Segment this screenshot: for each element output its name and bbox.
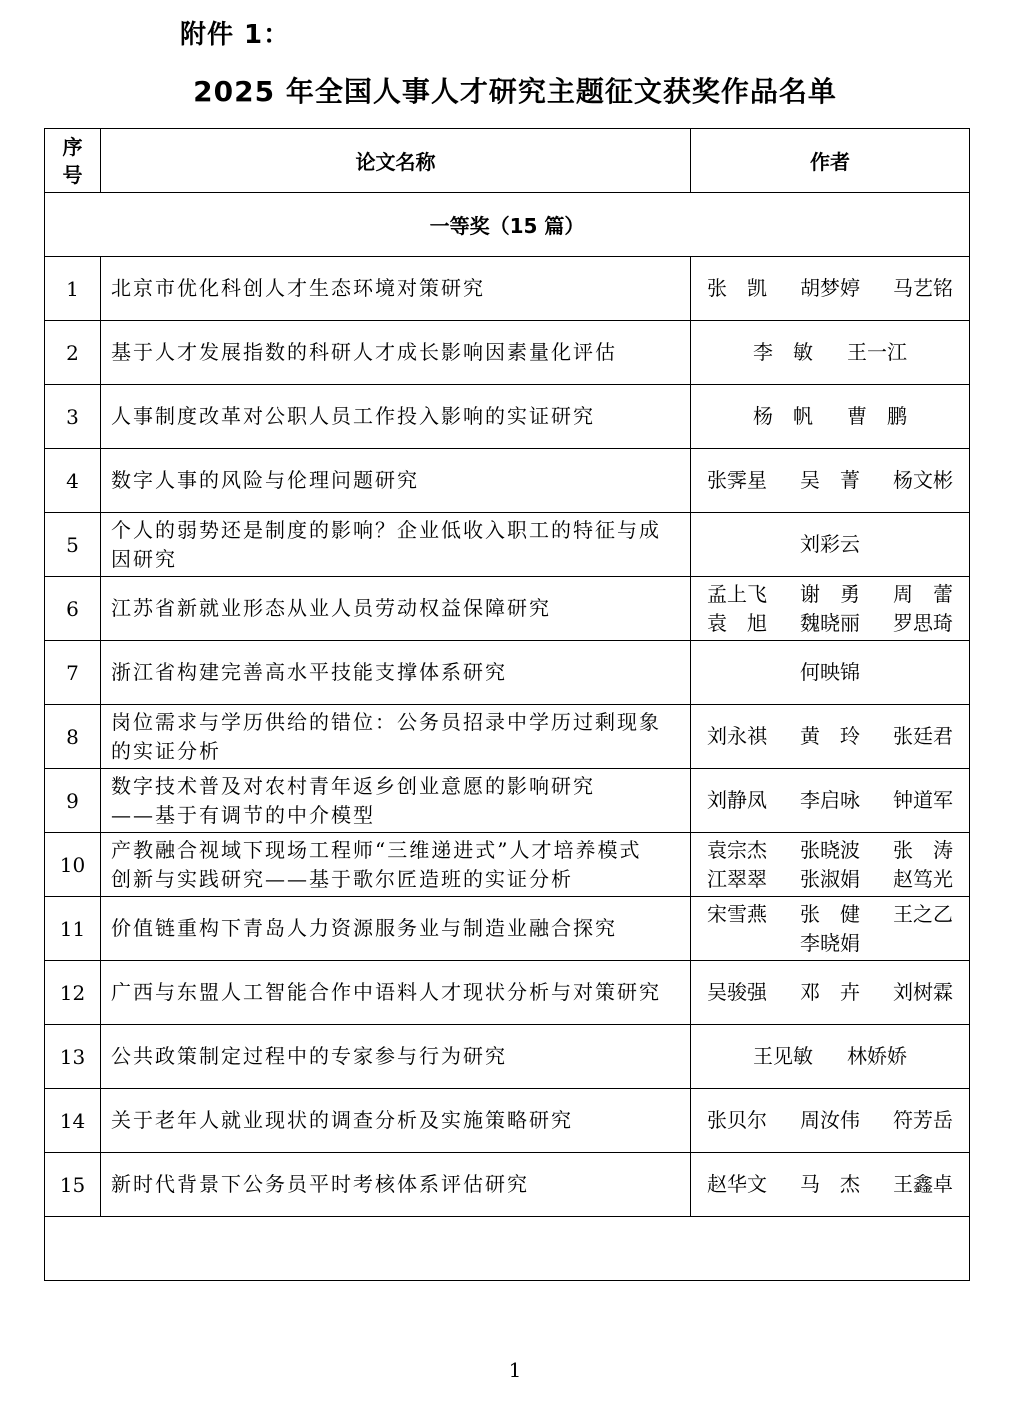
row-index: 1	[45, 257, 101, 321]
table-row	[45, 897, 970, 961]
paper-title	[101, 1025, 691, 1089]
table-row	[45, 1025, 970, 1089]
row-index: 14	[45, 1089, 101, 1153]
award-table	[44, 128, 970, 1281]
paper-title-line: 数字人事的风险与伦理问题研究	[111, 468, 419, 492]
author-name: 马艺铭	[893, 276, 953, 300]
paper-title-line: 北京市优化科创人才生态环境对策研究	[111, 276, 485, 300]
authors-cell	[691, 577, 970, 641]
author-name: 张 健	[800, 901, 860, 926]
row-index: 9	[45, 769, 101, 833]
row-index: 13	[45, 1025, 101, 1089]
paper-title-line: 浙江省构建完善高水平技能支撑体系研究	[111, 660, 507, 684]
authors-line	[707, 1170, 953, 1199]
header-index-char: 号	[62, 162, 83, 187]
paper-title-line: 数字技术普及对农村青年返乡创业意愿的影响研究	[111, 773, 595, 798]
authors-line	[707, 722, 953, 751]
paper-title-line: 价值链重构下青岛人力资源服务业与制造业融合探究	[111, 916, 617, 940]
author-name: 刘永祺	[707, 724, 767, 748]
section-label: 一等奖（15 篇）	[45, 193, 970, 257]
table-row	[45, 961, 970, 1025]
row-index: 7	[45, 641, 101, 705]
table-row	[45, 1153, 970, 1217]
row-index: 8	[45, 705, 101, 769]
paper-title-line: 的实证分析	[111, 738, 221, 763]
row-index: 11	[45, 897, 101, 961]
paper-title	[101, 833, 691, 897]
table-row	[45, 449, 970, 513]
empty-cell	[45, 1217, 970, 1281]
authors-cell	[691, 1025, 970, 1089]
author-name: 胡梦婷	[800, 276, 860, 300]
paper-title-line: 新时代背景下公务员平时考核体系评估研究	[111, 1172, 529, 1196]
author-name: 张淑娟	[800, 866, 860, 891]
author-name: 张晓波	[800, 837, 860, 862]
authors-line	[707, 466, 953, 495]
author-name: 吴骏强	[707, 980, 767, 1004]
authors-line	[707, 1042, 953, 1071]
author-name: 张 凯	[707, 276, 767, 300]
section-row	[45, 193, 970, 257]
author-name: 黄 玲	[800, 724, 860, 748]
paper-title-line: 江苏省新就业形态从业人员劳动权益保障研究	[111, 596, 551, 620]
author-name: 钟道军	[893, 788, 953, 812]
author-name: 李 敏	[753, 340, 813, 364]
author-name: 张 涛	[893, 837, 953, 862]
table-row	[45, 705, 970, 769]
author-name: 李启咏	[800, 788, 860, 812]
authors-line	[707, 836, 953, 865]
author-name: 王一江	[847, 340, 907, 364]
author-name: 赵华文	[707, 1172, 767, 1196]
table-row	[45, 833, 970, 897]
authors-line	[707, 402, 953, 431]
header-index	[45, 129, 101, 193]
header-index-label	[45, 133, 100, 189]
row-index: 4	[45, 449, 101, 513]
author-name: 谢 勇	[800, 581, 860, 606]
paper-title-line: 关于老年人就业现状的调查分析及实施策略研究	[111, 1108, 573, 1132]
paper-title	[101, 449, 691, 513]
authors-cell	[691, 1089, 970, 1153]
authors-line	[707, 900, 953, 929]
paper-title	[101, 705, 691, 769]
paper-title	[101, 641, 691, 705]
author-name: 孟上飞	[707, 581, 767, 606]
author-name: 宋雪燕	[707, 901, 767, 926]
table-row	[45, 257, 970, 321]
author-name: 刘静凤	[707, 788, 767, 812]
author-name: 罗思琦	[893, 610, 953, 635]
author-name: 李晓娟	[800, 930, 860, 955]
document-title: 2025 年全国人事人才研究主题征文获奖作品名单	[193, 75, 837, 108]
authors-line	[707, 865, 953, 894]
paper-title-line: ——基于有调节的中介模型	[111, 802, 375, 827]
authors-cell	[691, 449, 970, 513]
authors-line	[707, 530, 953, 559]
authors-line	[707, 978, 953, 1007]
row-index: 15	[45, 1153, 101, 1217]
authors-cell	[691, 321, 970, 385]
author-name: 赵笃光	[893, 866, 953, 891]
authors-line	[707, 580, 953, 609]
paper-title-line: 公共政策制定过程中的专家参与行为研究	[111, 1044, 507, 1068]
paper-title	[101, 1089, 691, 1153]
header-index-char: 序	[62, 134, 83, 159]
author-name: 袁宗杰	[707, 837, 767, 862]
author-name: 张霁星	[707, 468, 767, 492]
paper-title	[101, 385, 691, 449]
authors-line	[707, 338, 953, 367]
row-index: 10	[45, 833, 101, 897]
authors-cell	[691, 961, 970, 1025]
paper-title-line: 因研究	[111, 546, 177, 571]
author-name: 张廷君	[893, 724, 953, 748]
row-index: 6	[45, 577, 101, 641]
authors-cell	[691, 1153, 970, 1217]
table-row	[45, 321, 970, 385]
author-name: 符芳岳	[893, 1108, 953, 1132]
paper-title	[101, 257, 691, 321]
paper-title-line: 个人的弱势还是制度的影响？企业低收入职工的特征与成	[111, 517, 661, 542]
row-index: 2	[45, 321, 101, 385]
paper-title-line: 广西与东盟人工智能合作中语料人才现状分析与对策研究	[111, 980, 661, 1004]
author-name: 马 杰	[800, 1172, 860, 1196]
author-name: 袁 旭	[707, 610, 767, 635]
table-row	[45, 1089, 970, 1153]
empty-row	[45, 1217, 970, 1281]
author-name: 林娇娇	[847, 1044, 907, 1068]
author-name: 王鑫卓	[893, 1172, 953, 1196]
authors-line	[707, 1106, 953, 1135]
author-name: 邓 卉	[800, 980, 860, 1004]
row-index: 5	[45, 513, 101, 577]
paper-title	[101, 577, 691, 641]
author-name: 周 蕾	[893, 581, 953, 606]
paper-title-line: 岗位需求与学历供给的错位：公务员招录中学历过剩现象	[111, 709, 661, 734]
authors-line	[707, 658, 953, 687]
paper-title-line: 产教融合视域下现场工程师“三维递进式”人才培养模式	[111, 837, 642, 862]
authors-cell	[691, 897, 970, 961]
table-header-row	[45, 129, 970, 193]
author-name: 曹 鹏	[847, 404, 907, 428]
paper-title	[101, 1153, 691, 1217]
paper-title	[101, 897, 691, 961]
paper-title-line: 创新与实践研究——基于歌尔匠造班的实证分析	[111, 866, 573, 891]
table-row	[45, 385, 970, 449]
author-name: 王之乙	[893, 901, 953, 926]
authors-cell	[691, 385, 970, 449]
authors-line	[707, 609, 953, 638]
table-row	[45, 641, 970, 705]
table-row	[45, 577, 970, 641]
paper-title-line: 基于人才发展指数的科研人才成长影响因素量化评估	[111, 340, 617, 364]
authors-cell	[691, 769, 970, 833]
paper-title-line: 人事制度改革对公职人员工作投入影响的实证研究	[111, 404, 595, 428]
table-row	[45, 513, 970, 577]
authors-cell	[691, 257, 970, 321]
author-name: 江翠翠	[707, 866, 767, 891]
paper-title	[101, 769, 691, 833]
authors-cell	[691, 705, 970, 769]
authors-cell	[691, 833, 970, 897]
authors-line	[707, 929, 953, 958]
table-row	[45, 769, 970, 833]
author-name: 张贝尔	[707, 1108, 767, 1132]
attachment-label: 附件 1：	[180, 20, 291, 50]
authors-cell	[691, 513, 970, 577]
author-name: 刘树霖	[893, 980, 953, 1004]
author-name: 吴 菁	[800, 468, 860, 492]
author-name: 杨文彬	[893, 468, 953, 492]
authors-line	[707, 786, 953, 815]
author-name: 周汝伟	[800, 1108, 860, 1132]
author-name: 何映锦	[800, 660, 860, 684]
author-name: 魏晓丽	[800, 610, 860, 635]
row-index: 3	[45, 385, 101, 449]
row-index: 12	[45, 961, 101, 1025]
page-number: 1	[508, 1358, 522, 1382]
paper-title	[101, 513, 691, 577]
paper-title	[101, 321, 691, 385]
header-authors: 作者	[691, 129, 970, 193]
authors-line	[707, 274, 953, 303]
author-name: 刘彩云	[800, 532, 860, 556]
authors-cell	[691, 641, 970, 705]
author-name: 王见敏	[753, 1044, 813, 1068]
paper-title	[101, 961, 691, 1025]
header-title: 论文名称	[101, 129, 691, 193]
author-name: 杨 帆	[753, 404, 813, 428]
